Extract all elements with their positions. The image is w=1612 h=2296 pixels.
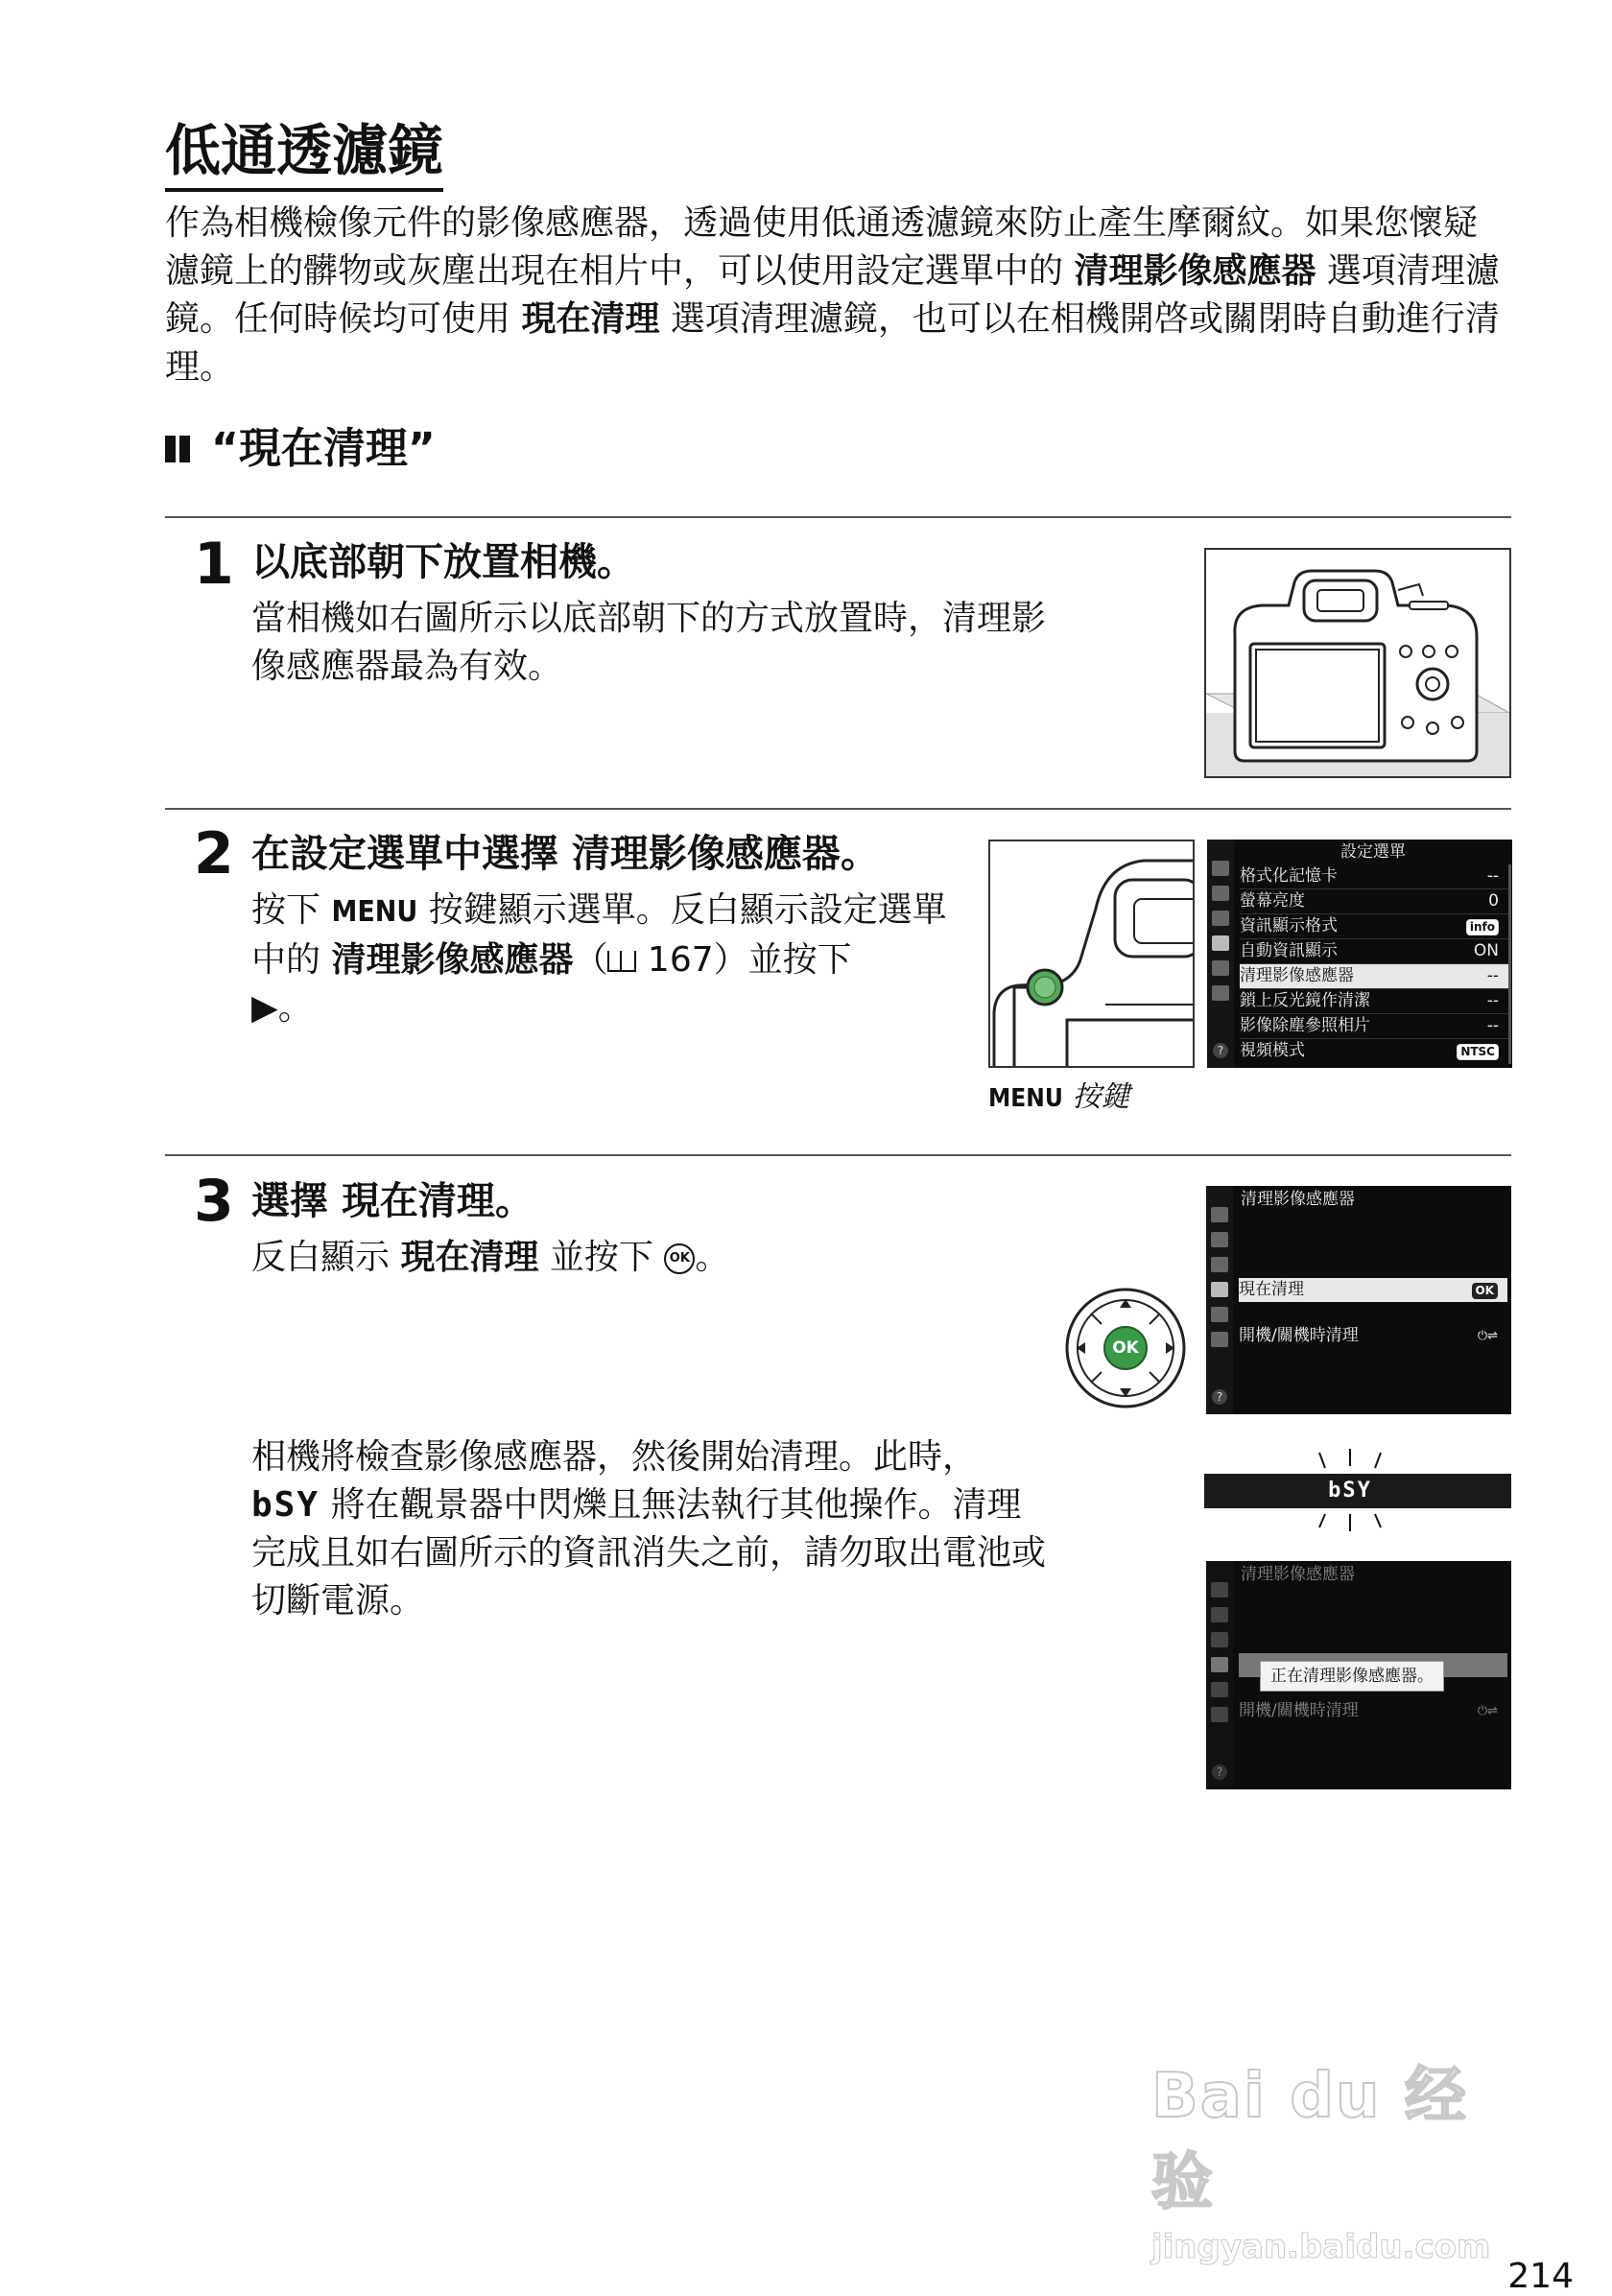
watermark-url: jingyan.baidu.com [1151,2228,1491,2266]
cleaning-progress-screen [1206,1561,1511,1789]
intro-bold-clean-now: 現在清理 [521,299,660,339]
camera-tab-icon [1212,886,1229,901]
step-1-number: 1 [194,531,234,598]
ok-center-label: OK [1112,1338,1139,1358]
divider [165,808,1511,810]
retouch-tab-icon [1211,1682,1228,1697]
ntsc-badge: NTSC [1457,1044,1499,1060]
wrench-tab-icon [1211,1657,1228,1672]
step-2-body: 按下 MENU 按鍵顯示選單。反白顯示設定選單中的 清理影像感應器（ 167）並按下 ▶。 [251,890,947,1028]
wrench-tab-icon [1212,935,1229,951]
step-3-heading: 選擇 現在清理。 [251,1179,533,1223]
menu-item-video-mode[interactable]: 視頻模式 NTSC [1240,1039,1508,1063]
baidu-watermark [1151,2053,1516,2266]
multi-selector-illustration [1063,1286,1188,1410]
section-marker-icon [165,436,190,462]
caption-key-text: 按鍵 [1072,1080,1130,1114]
retouch-tab-icon [1212,960,1229,976]
viewfinder-illustration [1204,1447,1511,1533]
step-2-heading-bold: 清理影像感應器 [571,832,841,876]
book-icon [607,951,636,972]
step-3-body-2: 相機將檢查影像感應器，然後開始清理。此時， bSY 將在觀景器中閃爍且無法執行其他操作。清理完成且如右圖所示的資訊消失之前，請勿取出電池或切斷電源。 [251,1437,1047,1621]
menu-key-label: MENU [331,895,418,929]
intro-bold-clean-sensor: 清理影像感應器 [1074,251,1316,291]
step-3-body-bold: 現在清理 [400,1238,539,1277]
step-1-heading: 以底部朝下放置相機。 [251,540,635,584]
viewfinder-bsy: bSY [1328,1479,1372,1503]
step-3-heading-bold: 現在清理 [341,1179,495,1223]
cleaning-dialog: 正在清理影像感應器。 [1260,1661,1444,1692]
camera-tab-icon [1211,1232,1228,1247]
info-badge: info [1466,919,1499,935]
divider [165,1154,1511,1156]
menu-item-auto-info-display[interactable]: 自動資訊顯示 ON [1240,939,1508,964]
divider [165,516,1511,518]
step-3-number: 3 [194,1168,234,1235]
menu-scrollbar[interactable] [1508,864,1511,1064]
right-arrow-icon: ▶ [251,988,278,1028]
menu-item-clean-at-startup[interactable]: 開機/關機時清理 ⏻⇌ [1239,1324,1507,1348]
menu-item-clean-image-sensor[interactable]: 清理影像感應器 -- [1240,964,1508,989]
menu-button-caption [988,1078,1129,1118]
step-2-number: 2 [194,820,234,888]
menu-item-monitor-brightness[interactable]: 螢幕亮度 0 [1240,889,1508,914]
menu-tab-strip [1206,1186,1233,1414]
menu-item-lock-mirror[interactable]: 鎖上反光鏡作清潔 -- [1240,989,1508,1014]
ok-badge: OK [1472,1283,1499,1299]
camera-corner-icon [990,841,1193,1066]
step-1-body: 當相機如右圖所示以底部朝下的方式放置時，清理影像感應器最為有效。 [251,599,1047,686]
bsy-indicator-text: bSY [251,1485,320,1525]
watermark-brand: Bai du 经验 [1151,2061,1468,2218]
page-title: 低通透濾鏡 [165,115,443,192]
help-icon: ? [1212,1764,1227,1780]
clean-menu-title: 清理影像感應器 [1241,1190,1355,1209]
step-2-heading: 在設定選單中選擇 清理影像感應器。 [251,832,879,876]
setup-menu-screen [1207,840,1512,1068]
intro-paragraph [165,200,1508,391]
retouch-tab-icon [1211,1307,1228,1322]
page-number: 214 [1507,2257,1574,2296]
intro-text-3: 選項清理濾鏡，也可以在相機開啓或關閉時自動進行清理。 [165,299,1500,387]
playback-tab-icon [1211,1207,1228,1222]
power-switch-icon: ⏻⇌ [1477,1704,1498,1718]
camera-back-illustration [1204,548,1511,778]
menu-item-clean-now[interactable]: 現在清理 OK [1239,1278,1507,1302]
pencil-tab-icon [1211,1257,1228,1272]
menu-tab-strip [1207,840,1234,1068]
menu-item-dust-off-ref[interactable]: 影像除塵參照相片 -- [1240,1014,1508,1039]
recent-tab-icon [1211,1707,1228,1722]
intro-text-1: 作為相機檢像元件的影像感應器，透過使用低通透濾鏡來防止產生摩爾紋。如果您懷疑濾鏡上的髒物或灰塵出現在相片中，可以使用設定選單中的 [165,203,1479,291]
playback-tab-icon [1212,861,1229,876]
recent-tab-icon [1212,985,1229,1001]
intro-text-2: 選項清理濾鏡。任何時候均可使用 [165,251,1500,339]
section-heading-text: “現在清理” [211,424,436,473]
setup-menu-title: 設定選單 [1340,842,1406,862]
camera-tab-icon [1211,1607,1228,1622]
playback-tab-icon [1211,1582,1228,1598]
recent-tab-icon [1211,1332,1228,1347]
menu-item-info-display-format[interactable]: 資訊顯示格式 info [1240,914,1508,939]
menu-tab-strip [1206,1561,1233,1789]
ok-button-icon: OK [664,1243,695,1274]
pencil-tab-icon [1212,911,1229,926]
clean-sensor-menu-screen [1206,1186,1511,1414]
power-switch-icon: ⏻⇌ [1477,1329,1498,1343]
step-3-body: 反白顯示 現在清理 並按下 OK 。 [251,1238,730,1277]
menu-button-illustration [988,840,1195,1068]
help-icon: ? [1213,1043,1228,1058]
camera-back-icon [1206,550,1509,776]
wrench-tab-icon [1211,1282,1228,1297]
clean-menu-title-dimmed: 清理影像感應器 [1241,1565,1355,1584]
menu-item-format-card[interactable]: 格式化記憶卡 -- [1240,864,1508,889]
section-heading [165,422,436,476]
menu-item-clean-at-startup-dimmed: 開機/關機時清理 ⏻⇌ [1239,1699,1507,1723]
pencil-tab-icon [1211,1632,1228,1647]
caption-menu-label: MENU [988,1084,1063,1113]
help-icon: ? [1212,1389,1227,1405]
step-2-body-bold: 清理影像感應器 [331,940,574,980]
